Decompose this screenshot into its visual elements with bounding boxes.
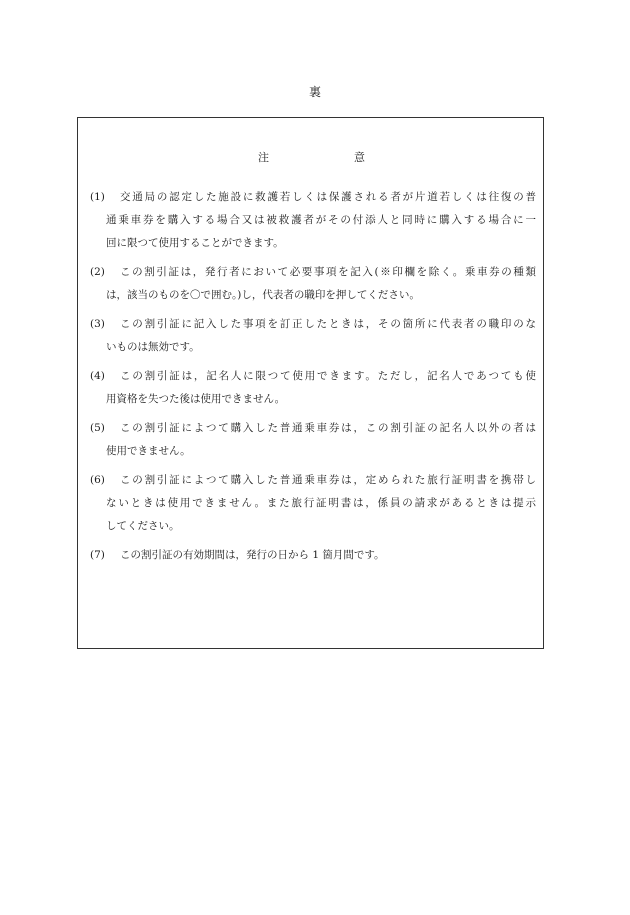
notice-item-text-line: 用資格を失つた後は使用できません。 bbox=[106, 393, 286, 405]
notice-item-number: (2) bbox=[90, 266, 105, 278]
notice-item-text-line: この割引証は，発行者において必要事項を記入(※印欄を除く。乗車券の種類 bbox=[120, 266, 536, 278]
notice-item-number: (3) bbox=[90, 318, 105, 330]
notice-title-char-2: 意 bbox=[354, 151, 365, 164]
notice-item-text-line: いものは無効です。 bbox=[106, 341, 200, 353]
notice-item-text-line: は，該当のものを〇で囲む。)し，代表者の職印を押してください。 bbox=[106, 289, 420, 301]
notice-item-number: (1) bbox=[90, 191, 105, 203]
notice-title-char-1: 注 bbox=[258, 151, 269, 164]
notice-item-text-line: この割引証によつて購入した普通乗車券は，定められた旅行証明書を携帯し bbox=[120, 474, 536, 486]
notice-item bbox=[90, 186, 536, 255]
page-side-label: 裏 bbox=[308, 85, 321, 99]
notice-item-number: (6) bbox=[90, 474, 105, 486]
notice-item bbox=[90, 417, 536, 463]
notice-item bbox=[90, 544, 536, 567]
notice-item-text-line: 交通局の認定した施設に救護若しくは保護される者が片道若しくは往復の普 bbox=[120, 191, 536, 203]
notice-item bbox=[90, 313, 536, 359]
notice-item bbox=[90, 469, 536, 538]
notice-item-text-line: 使用できません。 bbox=[106, 445, 191, 457]
notice-item bbox=[90, 365, 536, 411]
notice-item-number: (7) bbox=[90, 549, 105, 561]
notice-item-text-line: この割引証に記入した事項を訂正したときは，その箇所に代表者の職印のな bbox=[120, 318, 536, 330]
notice-item-text-line: この割引証の有効期間は，発行の日から 1 箇月間です。 bbox=[120, 549, 385, 561]
notice-item bbox=[90, 261, 536, 307]
notice-item-text-line: 通乗車券を購入する場合又は被救護者がその付添人と同時に購入する場合に一 bbox=[106, 214, 536, 226]
notice-item-text-line: 回に限つて使用することができます。 bbox=[106, 237, 284, 249]
notice-item-number: (5) bbox=[90, 422, 105, 434]
notice-item-list bbox=[90, 186, 536, 573]
notice-item-number: (4) bbox=[90, 370, 105, 382]
notice-item-text-line: この割引証は，記名人に限つて使用できます。ただし，記名人であつても使 bbox=[120, 370, 536, 382]
notice-item-text-line: ないときは使用できません。また旅行証明書は，係員の請求があるときは提示 bbox=[106, 497, 536, 509]
notice-item-text-line: この割引証によつて購入した普通乗車券は，この割引証の記名人以外の者は bbox=[120, 422, 536, 434]
notice-item-text-line: してください。 bbox=[106, 520, 180, 532]
notice-box bbox=[77, 117, 544, 649]
